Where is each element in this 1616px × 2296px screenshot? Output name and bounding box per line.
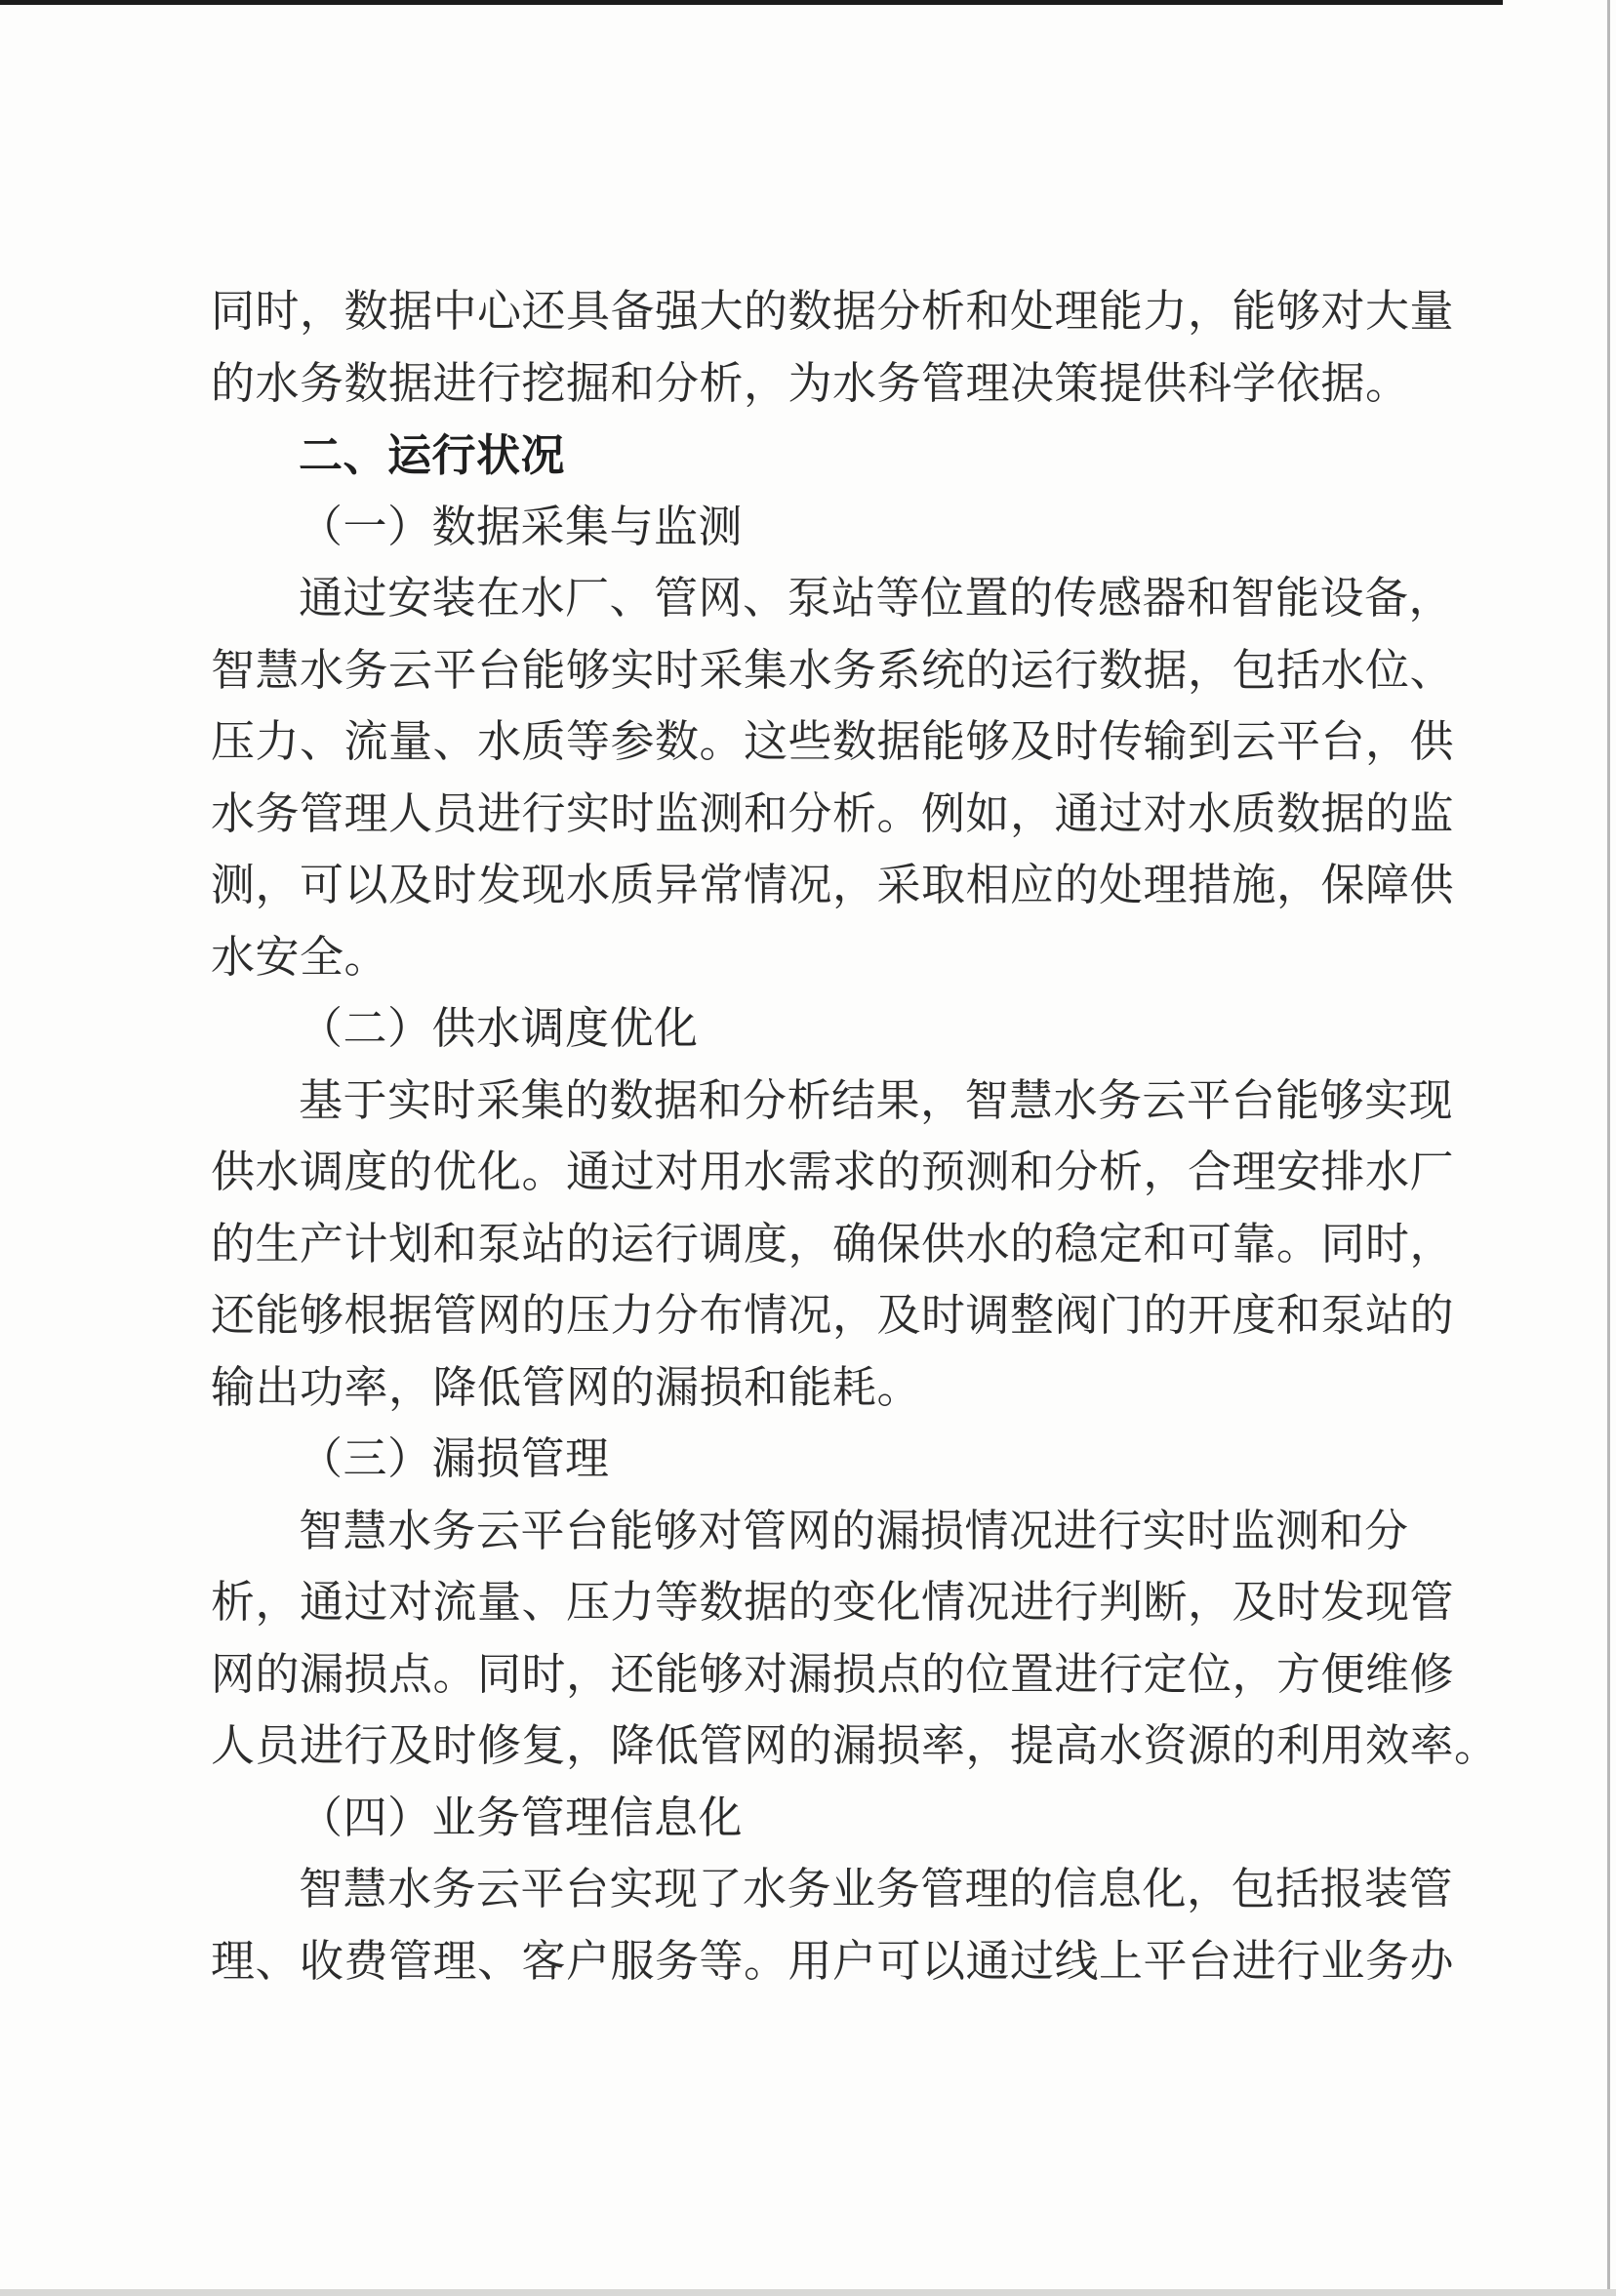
- section-heading: （三）漏损管理: [299, 1434, 610, 1483]
- chapter-heading: 二、运行状况: [299, 430, 566, 480]
- text-line: 智慧水务云平台实现了水务业务管理的信息化，包括报装管: [299, 1865, 1454, 1913]
- text-line: 还能够根据管网的压力分布情况，及时调整阀门的开度和泵站的: [211, 1291, 1455, 1340]
- text-line: 通过安装在水厂、管网、泵站等位置的传感器和智能设备，: [299, 574, 1454, 623]
- scan-edge-right: [1607, 0, 1610, 2296]
- text-line: 同时，数据中心还具备强大的数据分析和处理能力，能够对大量: [211, 287, 1455, 336]
- scan-edge-bottom: [0, 2289, 1616, 2296]
- text-line: 水安全。: [211, 932, 389, 982]
- text-line: 压力、流量、水质等参数。这些数据能够及时传输到云平台，供: [211, 717, 1455, 766]
- text-line: 智慧水务云平台能够对管网的漏损情况进行实时监测和分: [299, 1506, 1409, 1555]
- text-line: 水务管理人员进行实时监测和分析。例如，通过对水质数据的监: [211, 788, 1455, 838]
- text-line: 析，通过对流量、压力等数据的变化情况进行判断，及时发现管: [211, 1578, 1455, 1627]
- document-body: [211, 276, 1499, 1997]
- text-line: 网的漏损点。同时，还能够对漏损点的位置进行定位，方便维修: [211, 1649, 1455, 1699]
- text-line: 理、收费管理、客户服务等。用户可以通过线上平台进行业务办: [211, 1936, 1455, 1986]
- text-line: 测，可以及时发现水质异常情况，采取相应的处理措施，保障供: [211, 861, 1455, 909]
- text-line: 供水调度的优化。通过对用水需求的预测和分析，合理安排水厂: [211, 1148, 1455, 1196]
- section-heading: （一）数据采集与监测: [299, 502, 744, 551]
- section-heading: （四）业务管理信息化: [299, 1792, 744, 1842]
- text-line: 智慧水务云平台能够实时采集水务系统的运行数据，包括水位、: [211, 645, 1455, 695]
- text-line: 的生产计划和泵站的运行调度，确保供水的稳定和可靠。同时，: [211, 1219, 1455, 1269]
- text-line: 基于实时采集的数据和分析结果，智慧水务云平台能够实现: [299, 1075, 1454, 1125]
- text-line: 人员进行及时修复，降低管网的漏损率，提高水资源的利用效率。: [211, 1721, 1499, 1770]
- text-line: 输出功率，降低管网的漏损和能耗。: [211, 1362, 922, 1412]
- text-line: 的水务数据进行挖掘和分析，为水务管理决策提供科学依据。: [211, 358, 1410, 408]
- scan-edge-top: [0, 0, 1503, 5]
- section-heading: （二）供水调度优化: [299, 1004, 699, 1053]
